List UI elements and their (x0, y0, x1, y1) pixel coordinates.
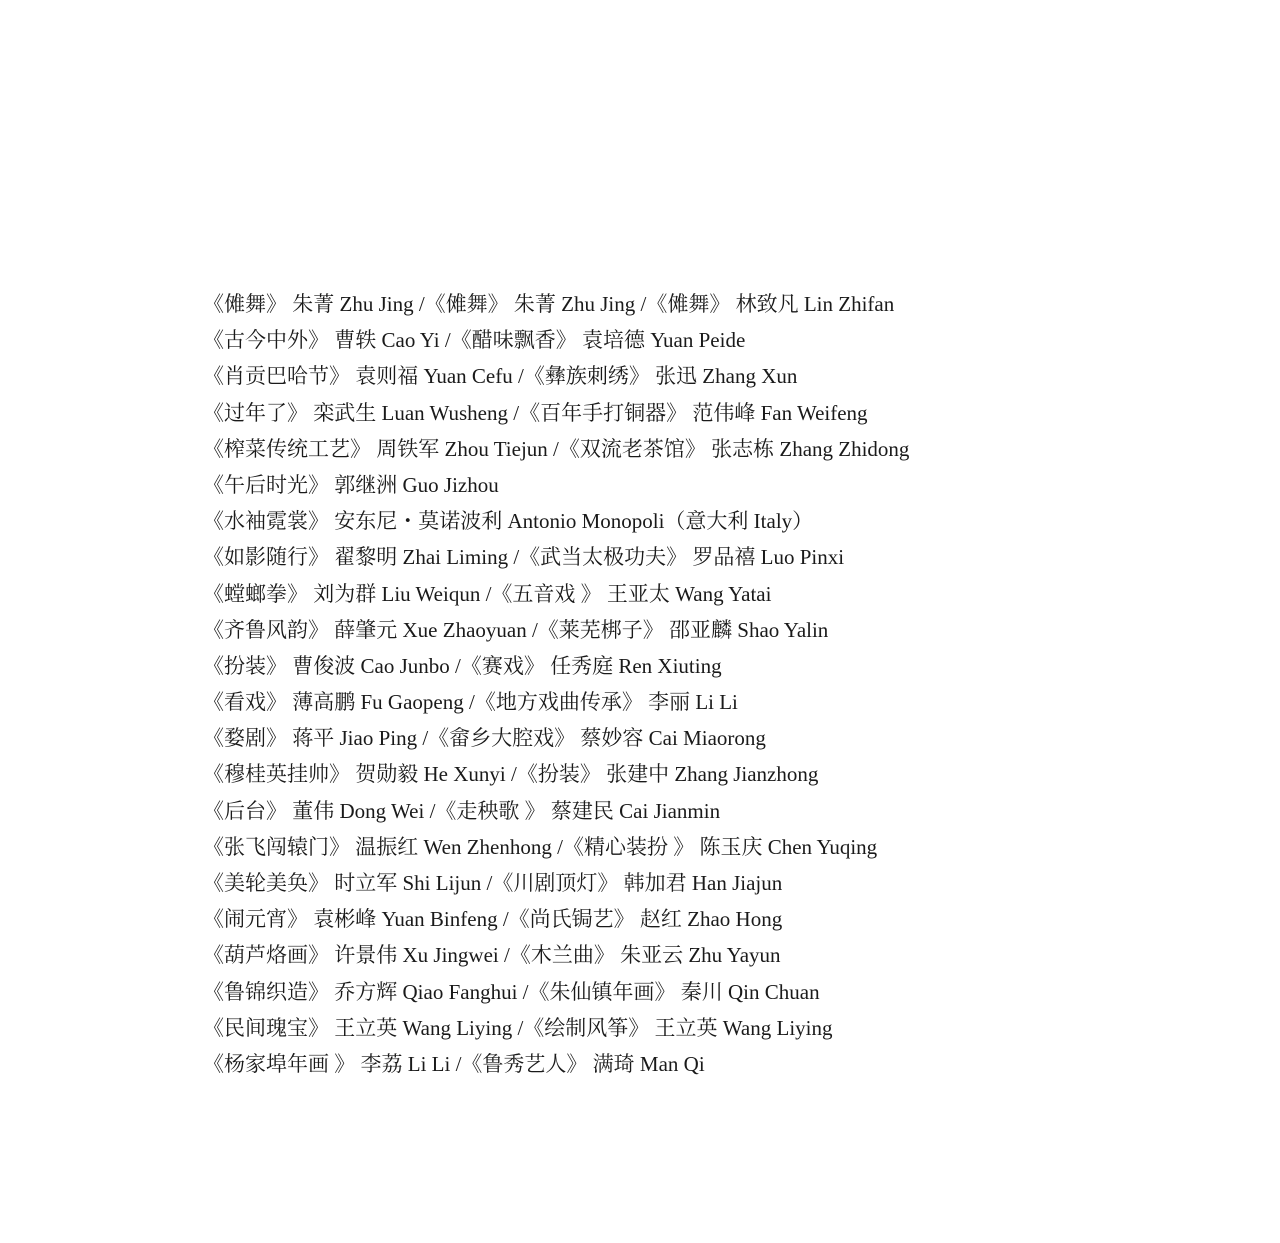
photo-credits-list (203, 286, 1243, 1082)
credit-line: 《午后时光》 郭继洲 Guo Jizhou (203, 472, 499, 497)
credit-line: 《闹元宵》 袁彬峰 Yuan Binfeng /《尚氏锔艺》 赵红 Zhao Hong (203, 907, 783, 932)
credit-line: 《肖贡巴哈节》 袁则福 Yuan Cefu /《彝族刺绣》 张迅 Zhang Xun (203, 364, 798, 389)
credit-line: 《扮装》 曹俊波 Cao Junbo /《赛戏》 任秀庭 Ren Xiuting (203, 653, 722, 678)
credit-line: 《葫芦烙画》 许景伟 Xu Jingwei /《木兰曲》 朱亚云 Zhu Yayun (203, 943, 781, 968)
credit-line: 《张飞闯辕门》 温振红 Wen Zhenhong /《精心装扮 》 陈玉庆 Chen Yuqing (203, 834, 878, 859)
credit-line: 《榨菜传统工艺》 周铁军 Zhou Tiejun /《双流老茶馆》 张志栋 Zhang Zhidong (203, 436, 910, 461)
credit-line: 《水袖霓裳》 安东尼・莫诺波利 Antonio Monopoli（意大利 Italy） (203, 509, 814, 534)
credit-line: 《美轮美奂》 时立军 Shi Lijun /《川剧顶灯》 韩加君 Han Jiajun (203, 871, 783, 895)
credit-line: 《穆桂英挂帅》 贺勋毅 He Xunyi /《扮装》 张建中 Zhang Jianzhong (203, 762, 819, 787)
credit-line: 《过年了》 栾武生 Luan Wusheng /《百年手打铜器》 范伟峰 Fan Weifeng (203, 400, 868, 425)
credit-line: 《螳螂拳》 刘为群 Liu Weiqun /《五音戏 》 王亚太 Wang Yatai (203, 581, 772, 606)
credit-line: 《杨家埠年画 》 李荔 Li Li /《鲁秀艺人》 满琦 Man Qi (203, 1051, 705, 1076)
credit-line: 《齐鲁风韵》 薛肇元 Xue Zhaoyuan /《莱芜梆子》 邵亚麟 Shao Yalin (203, 617, 829, 642)
credit-line: 《古今中外》 曹轶 Cao Yi /《醋味飘香》 袁培德 Yuan Peide (203, 328, 746, 353)
credit-line: 《傩舞》 朱菁 Zhu Jing /《傩舞》 朱菁 Zhu Jing /《傩舞》 林致凡 Lin Zhifan (203, 292, 895, 316)
credit-line: 《看戏》 薄高鹏 Fu Gaopeng /《地方戏曲传承》 李丽 Li Li (203, 690, 738, 715)
credit-line: 《婺剧》 蒋平 Jiao Ping /《畲乡大腔戏》 蔡妙容 Cai Miaorong (203, 726, 766, 751)
credit-line: 《如影随行》 翟黎明 Zhai Liming /《武当太极功夫》 罗品禧 Luo Pinxi (203, 545, 845, 570)
credit-line: 《后台》 董伟 Dong Wei /《走秧歌 》 蔡建民 Cai Jianmin (203, 798, 721, 823)
credit-line: 《民间瑰宝》 王立英 Wang Liying /《绘制风筝》 王立英 Wang Liying (203, 1015, 833, 1040)
credit-line: 《鲁锦织造》 乔方辉 Qiao Fanghui /《朱仙镇年画》 秦川 Qin Chuan (203, 979, 820, 1004)
